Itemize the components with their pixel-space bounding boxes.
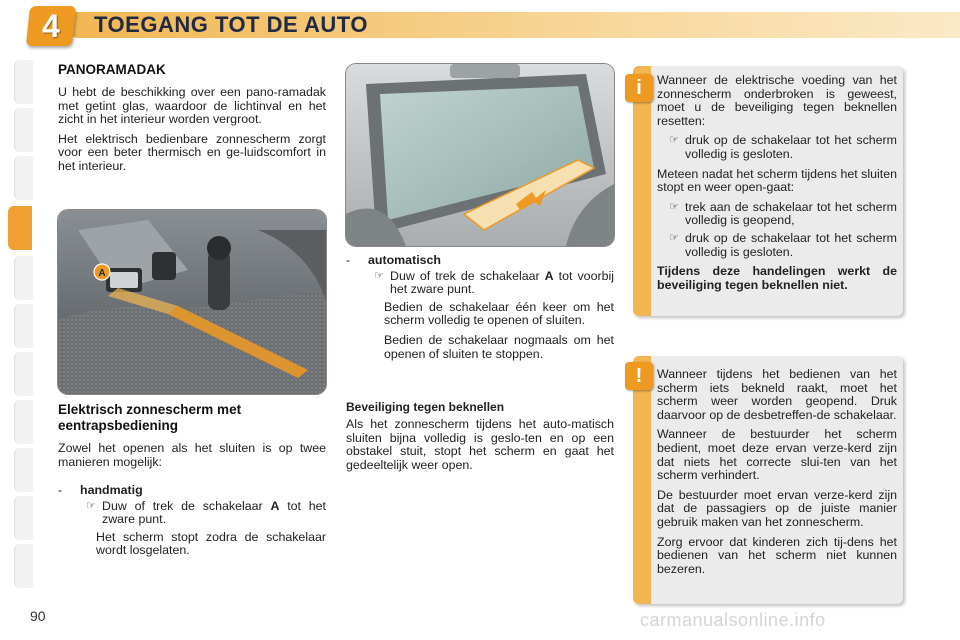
- warning-box-strip: [633, 356, 651, 604]
- info-bullet-3-text: druk op de schakelaar tot het scherm volledig is gesloten.: [685, 230, 897, 259]
- manual-mode: [58, 484, 326, 558]
- auto-bullet-text-end: tot voorbij het zware punt.: [390, 268, 614, 297]
- info-bullet-1-text: druk op de schakelaar tot het scherm volledig is gesloten.: [685, 133, 897, 161]
- auto-mode: [346, 254, 614, 367]
- pointing-hand-icon: ☞: [669, 134, 679, 147]
- chapter-tab-10[interactable]: [14, 496, 33, 540]
- info-box-strip: [633, 66, 651, 316]
- chapter-tab-6[interactable]: [14, 304, 33, 348]
- page-number: 90: [30, 608, 46, 624]
- warning-icon: !: [625, 362, 653, 390]
- auto-bullet: [346, 270, 614, 297]
- auto-label: automatisch: [368, 253, 441, 267]
- roof-photo: [346, 64, 614, 246]
- subsection-intro: Zowel het openen als het sluiten is op twee manieren mogelijk:: [58, 441, 326, 469]
- chapter-number: 4: [42, 7, 60, 44]
- auto-dash: -: [346, 253, 351, 267]
- auto-switch-key: A: [544, 268, 554, 283]
- manual-bullet: [58, 500, 326, 527]
- auto-note-1: Bedien de schakelaar één keer om het scherm volledig te openen of sluiten.: [384, 299, 614, 328]
- warning-box-text: [657, 368, 897, 582]
- pinch-heading: Beveiliging tegen beknellen: [346, 400, 505, 414]
- auto-label-row: [346, 254, 614, 268]
- warning-paragraph-2: Wanneer de bestuurder het scherm bedient, moet deze ervan verze-kerd zijn dat niets het correcte slui-ten van het scherm verhindert.: [657, 427, 897, 483]
- manual-bullet-text: Duw of trek de schakelaar: [102, 498, 271, 513]
- chapter-tab-9[interactable]: [14, 448, 33, 492]
- intro-paragraph-2: Het elektrisch bedienbare zonnescherm zorgt voor een beter thermisch en ge-luidscomfort in het interieur.: [58, 131, 326, 173]
- switch-illustration: [58, 210, 326, 394]
- chapter-tab-3[interactable]: [14, 156, 33, 200]
- chapter-tab-1[interactable]: [14, 60, 33, 104]
- info-paragraph-2: Meteen nadat het scherm tijdens het sluiten stopt en weer open-gaat:: [657, 166, 897, 195]
- subsection-heading: Elektrisch zonnescherm met eentrapsbediening: [58, 402, 242, 433]
- info-box: [633, 66, 903, 316]
- manual-dash: -: [58, 483, 63, 497]
- warning-paragraph-1: Wanneer tijdens het bedienen van het scherm iets bekneld raakt, moet het scherm weer worden geopend. Druk daarvoor op de desbetreffen-de schakelaar.: [657, 367, 897, 422]
- manual-bullet-text-end: tot het zware punt.: [102, 498, 326, 527]
- info-bullet-2-text: trek aan de schakelaar tot het scherm volledig is geopend,: [685, 199, 897, 228]
- info-icon: i: [625, 74, 653, 102]
- pointing-hand-icon: ☞: [86, 499, 96, 512]
- intro-paragraph-1: U hebt de beschikking over een pano-ramadak met getint glas, waardoor de lichtinval en het zicht in het interieur worden vergroot.: [58, 85, 326, 127]
- manual-label: handmatig: [80, 483, 143, 497]
- auto-note-2: Bedien de schakelaar nogmaals om het openen of sluiten te stoppen.: [384, 332, 614, 361]
- auto-notes: [384, 301, 614, 361]
- pointing-hand-icon: ☞: [669, 200, 679, 213]
- chapter-badge[interactable]: [26, 6, 76, 46]
- chapter-tab-7[interactable]: [14, 352, 33, 396]
- chapter-tab-5[interactable]: [14, 256, 33, 300]
- manual-note: Het scherm stopt zodra de schakelaar wordt losgelaten.: [96, 529, 326, 558]
- chapter-tab-2[interactable]: [14, 108, 33, 152]
- chapter-tab-4-active[interactable]: [8, 206, 32, 250]
- info-warning-bold: Tijdens deze handelingen werkt de beveiliging tegen beknellen niet.: [657, 264, 897, 292]
- chapter-tab-11[interactable]: [14, 544, 33, 588]
- warning-paragraph-4: Zorg ervoor dat kinderen zich tij-dens het bedienen van het scherm niet kunnen bezeren.: [657, 534, 897, 576]
- info-bullet-2: [657, 201, 897, 228]
- info-bullet-3: [657, 232, 897, 259]
- pinch-text: Als het zonnescherm tijdens het auto-matisch sluiten bijna volledig is geslo-ten en op een obstakel stuit, stopt het scherm en gaat het gedeeltelijk weer open.: [346, 417, 614, 472]
- chapter-tabs: [8, 60, 32, 580]
- page-title: TOEGANG TOT DE AUTO: [94, 12, 368, 37]
- warning-paragraph-3: De bestuurder moet ervan verze-kerd zijn dat de passagiers op de juiste manier gebruik maken van het zonnescherm.: [657, 487, 897, 529]
- chapter-tab-8[interactable]: [14, 400, 33, 444]
- section-heading: PANORAMADAK: [58, 62, 166, 77]
- roof-illustration: [346, 64, 614, 246]
- auto-bullet-text: Duw of trek de schakelaar: [390, 268, 545, 283]
- pointing-hand-icon: ☞: [669, 231, 679, 244]
- info-box-text: [657, 74, 897, 298]
- page-header: [28, 6, 960, 46]
- info-bullet-1: [657, 134, 897, 161]
- intro-text: [58, 86, 326, 180]
- info-paragraph-1: Wanneer de elektrische voeding van het zonnescherm onderbroken is geweest, moet u de beveiliging tegen beknellen resetten:: [657, 73, 897, 128]
- manual-label-row: [58, 484, 326, 498]
- pointing-hand-icon: ☞: [374, 269, 384, 282]
- watermark: carmanualsonline.info: [640, 610, 826, 630]
- warning-box: [633, 356, 903, 604]
- switch-marker-a: A: [98, 268, 106, 279]
- switch-photo: [58, 210, 326, 394]
- manual-switch-key: A: [270, 498, 280, 513]
